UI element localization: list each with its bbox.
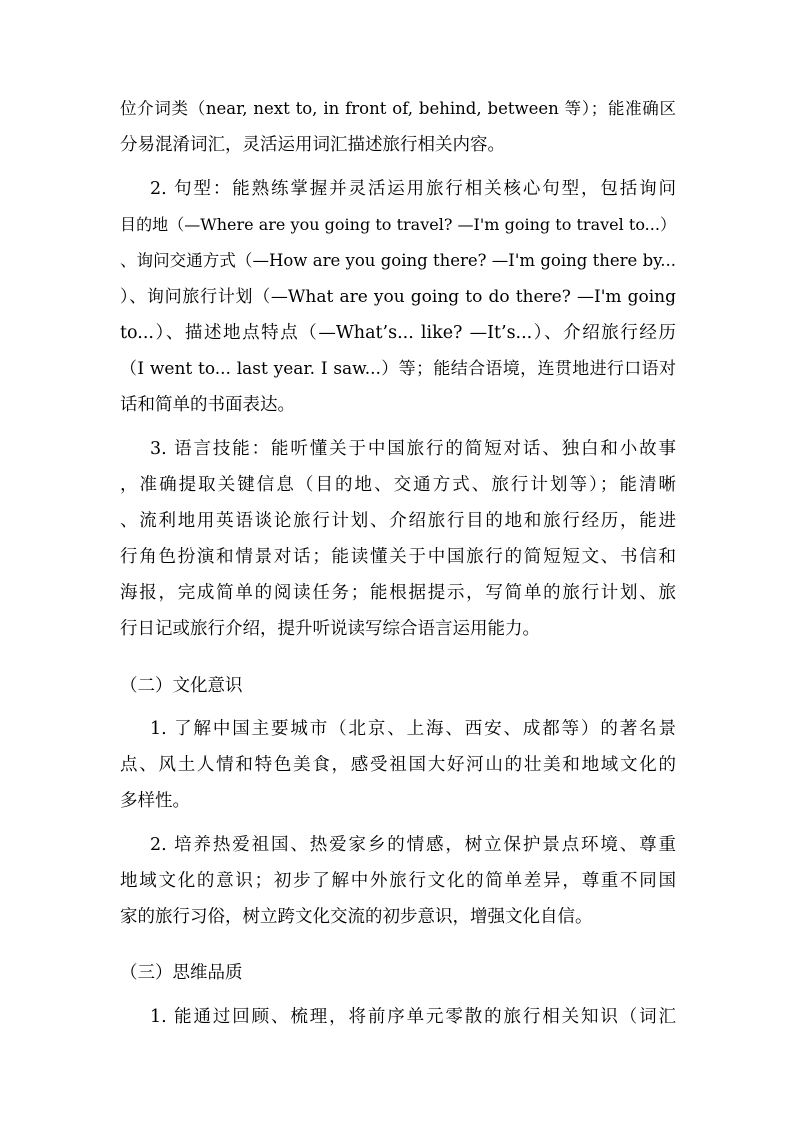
body-line: 2. 培养热爱祖国、热爱家乡的情感，树立保护景点环境、尊重 [150,835,676,855]
body-line: 、流利地用英语谈论旅行计划、介绍旅行目的地和旅行经历，能进 [120,511,676,531]
body-line: 话和简单的书面表达。 [120,395,295,415]
body-line: 位介词类（near, next to, in front of, behind, between 等）；能准确区 [120,99,676,118]
section-heading: （二）文化意识 [120,676,243,696]
body-line: 1. 能通过回顾、梳理，将前序单元零散的旅行相关知识（词汇 [150,1007,676,1027]
body-line: 3. 语言技能：能听懂关于中国旅行的简短对话、独白和小故事 [150,439,676,459]
section-heading: （三）思维品质 [120,963,243,983]
body-line: ）、询问旅行计划（—What are you going to do there? —I'm going [120,287,676,307]
body-line: 多样性。 [120,791,190,811]
body-line: 分易混淆词汇，灵活运用词汇描述旅行相关内容。 [120,135,505,155]
body-line: 家的旅行习俗，树立跨文化交流的初步意识，增强文化自信。 [120,907,593,927]
body-line: 行日记或旅行介绍，提升听说读写综合语言运用能力。 [120,619,540,639]
body-line: 、询问交通方式（—How are you going there? —I'm going there by... [120,251,676,270]
body-line: 点、风土人情和特色美食，感受祖国大好河山的壮美和地域文化的 [120,755,676,775]
body-line: 2. 句型：能熟练掌握并灵活运用旅行相关核心句型，包括询问 [150,179,676,199]
body-line: （I went to... last year. I saw...）等；能结合语境，连贯地进行口语对 [120,359,676,379]
body-line: ，准确提取关键信息（目的地、交通方式、旅行计划等）；能清晰 [120,475,676,495]
body-line: 海报，完成简单的阅读任务；能根据提示，写简单的旅行计划、旅 [120,583,676,603]
body-line: 1. 了解中国主要城市（北京、上海、西安、成都等）的著名景 [150,719,676,739]
body-line: to...）、描述地点特点（—What’s... like? —It’s...）、介绍旅行经历 [120,323,676,343]
body-line: 行角色扮演和情景对话；能读懂关于中国旅行的简短短文、书信和 [120,547,676,567]
body-line: 目的地（—Where are you going to travel? —I'm going to travel to...） [120,215,676,234]
body-line: 地域文化的意识；初步了解中外旅行文化的简单差异，尊重不同国 [120,871,676,891]
